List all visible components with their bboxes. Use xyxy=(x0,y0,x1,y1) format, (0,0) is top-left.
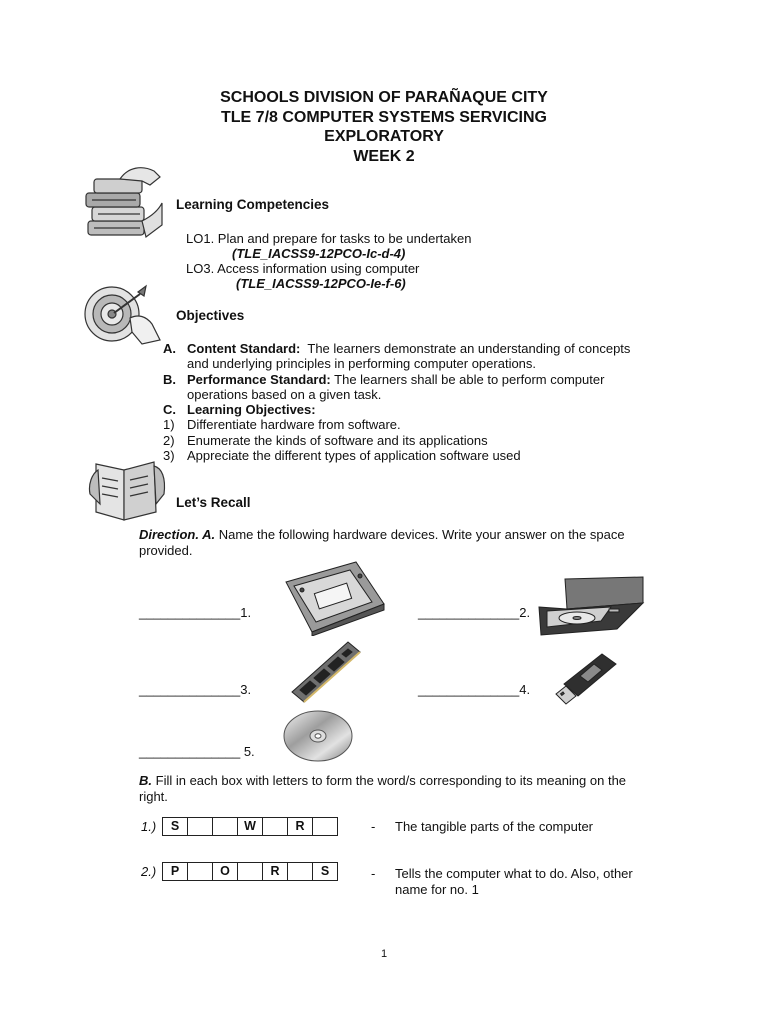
objective-b xyxy=(163,372,683,403)
list-item-text: Differentiate hardware from software. xyxy=(187,417,401,433)
question-1-dash: - xyxy=(371,819,376,834)
list-item-number: 1) xyxy=(163,417,175,433)
performance-standard-label: Performance Standard: xyxy=(187,371,331,387)
letter-box[interactable] xyxy=(213,818,238,835)
target-dart-icon xyxy=(80,284,164,346)
letter-box[interactable]: W xyxy=(238,818,263,835)
list-item-number: 3) xyxy=(163,448,175,464)
answer-blank-2[interactable]: ______________2. xyxy=(418,605,531,620)
answer-blank-1[interactable]: ______________1. xyxy=(139,605,252,620)
hard-drive-image xyxy=(280,560,388,636)
letter-box[interactable]: O xyxy=(213,863,238,880)
letter-box[interactable]: R xyxy=(263,863,288,880)
letter-boxes-2[interactable] xyxy=(162,862,338,881)
question-2-definition xyxy=(395,866,677,898)
letter-boxes-1[interactable] xyxy=(162,817,338,836)
letter-box[interactable] xyxy=(238,863,263,880)
document-title xyxy=(0,88,768,166)
objective-c-marker: C. xyxy=(163,402,176,418)
title-line-4: WEEK 2 xyxy=(353,147,415,165)
letter-box[interactable] xyxy=(313,818,337,835)
letter-box[interactable]: P xyxy=(163,863,188,880)
question-2-number: 2.) xyxy=(141,864,157,879)
list-item-number: 2) xyxy=(163,432,175,448)
list-item xyxy=(163,417,683,432)
direction-a-text-2: provided. xyxy=(139,542,193,558)
recall-heading: Let’s Recall xyxy=(176,495,251,510)
question-1-definition: The tangible parts of the computer xyxy=(395,819,594,834)
objectives-list xyxy=(163,341,683,463)
direction-b xyxy=(139,773,679,804)
objective-b-marker: B. xyxy=(163,371,176,387)
reading-book-icon xyxy=(88,454,168,524)
content-standard-label: Content Standard: xyxy=(187,341,301,356)
question-2-dash: - xyxy=(371,866,376,881)
objectives-heading: Objectives xyxy=(176,308,245,323)
letter-box[interactable] xyxy=(263,818,288,835)
content-standard-text-1: The learners demonstrate an understanding of concepts xyxy=(307,341,631,356)
direction-b-text-2: right. xyxy=(139,788,168,804)
letter-box[interactable] xyxy=(188,863,213,880)
books-icon xyxy=(80,163,164,243)
direction-b-label: B. xyxy=(139,773,152,788)
letter-box[interactable] xyxy=(188,818,213,835)
question-2-definition-line-2: name for no. 1 xyxy=(395,882,479,897)
answer-blank-5[interactable]: ______________ 5. xyxy=(139,744,255,759)
list-item-text: Appreciate the different types of application software used xyxy=(187,448,521,464)
direction-a xyxy=(139,527,679,558)
direction-a-text: Name the following hardware devices. Write your answer on the space xyxy=(218,527,625,542)
letter-box[interactable]: S xyxy=(320,864,330,878)
lo1-text: LO1. Plan and prepare for tasks to be undertaken xyxy=(186,231,472,246)
competencies-heading: Learning Competencies xyxy=(176,197,330,212)
lo3-text: LO3. Access information using computer xyxy=(186,261,420,276)
title-line-2: TLE 7/8 COMPUTER SYSTEMS SERVICING xyxy=(221,108,547,126)
letter-box[interactable]: R xyxy=(288,818,313,835)
page-number: 1 xyxy=(380,948,388,960)
list-item xyxy=(163,448,683,463)
letter-box[interactable]: S xyxy=(163,818,188,835)
question-1-number: 1.) xyxy=(141,819,157,834)
direction-a-label: Direction. A. xyxy=(139,527,216,542)
content-standard-text-2: and underlying principles in performing computer operations. xyxy=(187,356,537,372)
lo3-code: (TLE_IACSS9-12PCO-Ie-f-6) xyxy=(236,276,406,291)
list-item-text: Enumerate the kinds of software and its applications xyxy=(187,432,488,448)
performance-standard-text-1: The learners shall be able to perform computer xyxy=(334,371,605,387)
question-2-definition-line-1: Tells the computer what to do. Also, other xyxy=(395,866,633,881)
list-item xyxy=(163,433,683,448)
lo1-code: (TLE_IACSS9-12PCO-Ic-d-4) xyxy=(232,246,406,261)
direction-b-text: Fill in each box with letters to form the word/s corresponding to its meaning on the xyxy=(155,773,627,788)
compact-disc-image xyxy=(280,708,356,764)
title-line-3: EXPLORATORY xyxy=(324,128,444,145)
objective-a-marker: A. xyxy=(163,341,176,356)
letter-box[interactable] xyxy=(288,863,313,880)
performance-standard-text-2: operations based on a given task. xyxy=(187,386,382,402)
answer-blank-3[interactable]: ______________3. xyxy=(139,682,252,697)
title-line-1: SCHOOLS DIVISION OF PARAÑAQUE CITY xyxy=(220,89,548,106)
ram-module-image xyxy=(290,640,362,704)
objective-a xyxy=(163,341,683,372)
learning-objectives-label: Learning Objectives: xyxy=(187,402,316,418)
optical-drive-image xyxy=(537,573,647,637)
usb-flash-drive-image xyxy=(554,650,620,706)
objective-c xyxy=(163,402,683,417)
answer-blank-4[interactable]: ______________4. xyxy=(418,682,531,697)
